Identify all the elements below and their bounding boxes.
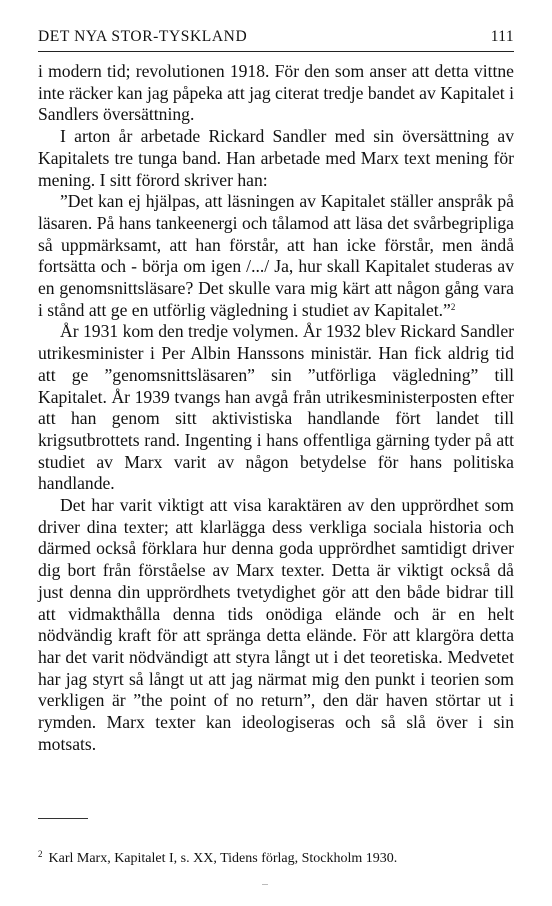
footnote-reference[interactable]: 2	[450, 301, 456, 312]
book-page	[38, 28, 514, 756]
body-text	[38, 61, 514, 756]
running-title: DET NYA STOR-TYSKLAND	[38, 28, 248, 45]
footnote-text: Karl Marx, Kapitalet I, s. XX, Tidens förlag, Stockholm 1930.	[48, 851, 398, 866]
running-head	[38, 28, 514, 52]
block-quote	[38, 191, 514, 321]
paragraph-sandler-translation: I arton år arbetade Rickard Sandler med sin översättning av Kapitalets tre tunga band. Han arbetade med Marx text mening för mening. I sitt förord skriver han:	[38, 126, 514, 190]
page-tail-mark	[262, 884, 268, 885]
paragraph-third-volume: År 1931 kom den tredje volymen. År 1932 blev Rickard Sandler utrikesminister i Per Albin Hanssons ministär. Han fick aldrig tid att ge ”genomsnittsläsaren” sin ”utförliga vägledning” till Kapitalet. År 1939 tvangs han avgå från utrikesministerposten efter att han genom sitt aktivistiska handlande fört landet till krigsutbrottets rand. Ingenting i hans offentliga gärning tyder på att studiet av Marx varit av någon betydelse för hans politiska handlande.	[38, 321, 514, 494]
paragraph-indignation: Det har varit viktigt att visa karaktären av den upprördhet som driver dina texter; att klarlägga dess verkliga sociala historia och därmed också förklara hur denna goda upprördhet samtidigt driver dig bort från förståelse av Marx texter. Detta är viktigt också då just denna din upprördhets tvetydighet gör att den både bidrar till att vidmakthålla denna tids onödiga elände och är en helt nödvändig kraft för att spränga detta elände. För att klargöra detta har det varit nödvändigt att styra långt ut i det teoretiska. Medvetet har jag styrt så långt ut att jag närmat mig den punkt i teorien som verkligen är ”the point of no return”, den där haven störtar ut i rymden. Marx texter kan ideologiseras och så slå över i sin motsats.	[38, 495, 514, 754]
footnote	[38, 845, 514, 868]
quote-text: ”Det kan ej hjälpas, att läsningen av Kapitalet ställer anspråk på läsaren. På hans tankeenergi och tålamod att läsa det svårbegripliga så uppmärksamt, att han förstår, att han icke förstår, men ändå fortsätta och - börja om igen /.../ Ja, hur skall Kapitalet studeras av en genomsnittsläsare? Det skulle vara mig kärt att någon gång vara i stånd att ge en utförlig vägledning i studiet av Kapitalet.”	[38, 191, 514, 320]
page-number: 111	[490, 28, 514, 45]
footnote-mark: 2	[38, 849, 43, 859]
footnote-divider	[38, 818, 88, 819]
paragraph-continued: i modern tid; revolutionen 1918. För den som anser att detta vittne inte räcker kan jag påpeka att jag citerat tredje bandet av Kapitalet i Sandlers översättning.	[38, 61, 514, 125]
